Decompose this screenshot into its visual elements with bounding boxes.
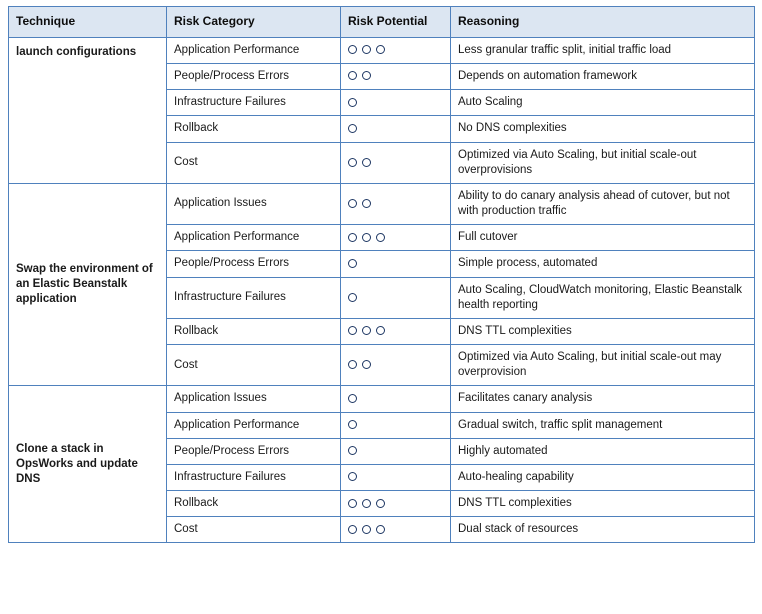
column-header-risk-category: Risk Category — [167, 7, 341, 38]
technique-cell: launch configurations — [9, 37, 167, 183]
risk-potential-cell — [341, 183, 451, 224]
technique-cell: Swap the environment of an Elastic Beanstalk application — [9, 183, 167, 386]
risk-category-cell: Rollback — [167, 318, 341, 344]
risk-dot-icon — [348, 446, 357, 455]
risk-dot-icon — [348, 499, 357, 508]
risk-dot-icon — [376, 326, 385, 335]
risk-category-cell: Infrastructure Failures — [167, 464, 341, 490]
risk-dot-icon — [348, 199, 357, 208]
reasoning-cell: Less granular traffic split, initial traffic load — [451, 37, 755, 63]
risk-category-cell: Cost — [167, 142, 341, 183]
table-row — [9, 37, 755, 63]
risk-dot-icon — [362, 525, 371, 534]
risk-potential-dots — [348, 444, 362, 459]
risk-category-cell: Infrastructure Failures — [167, 90, 341, 116]
reasoning-cell: Auto-healing capability — [451, 464, 755, 490]
risk-potential-cell — [341, 345, 451, 386]
risk-potential-dots — [348, 155, 376, 170]
risk-category-cell: Application Performance — [167, 37, 341, 63]
risk-potential-cell — [341, 142, 451, 183]
risk-potential-dots — [348, 391, 362, 406]
risk-potential-cell — [341, 318, 451, 344]
risk-potential-dots — [348, 496, 390, 511]
risk-dot-icon — [348, 71, 357, 80]
risk-dot-icon — [348, 98, 357, 107]
risk-category-cell: Cost — [167, 517, 341, 543]
reasoning-cell: Depends on automation framework — [451, 64, 755, 90]
table-row — [9, 386, 755, 412]
risk-potential-dots — [348, 69, 376, 84]
risk-dot-icon — [348, 326, 357, 335]
risk-potential-dots — [348, 121, 362, 136]
risk-potential-dots — [348, 470, 362, 485]
risk-potential-cell — [341, 438, 451, 464]
risk-category-cell: People/Process Errors — [167, 64, 341, 90]
reasoning-cell: Optimized via Auto Scaling, but initial scale-out may overprovision — [451, 345, 755, 386]
risk-dot-icon — [362, 233, 371, 242]
reasoning-cell: DNS TTL complexities — [451, 491, 755, 517]
risk-potential-cell — [341, 491, 451, 517]
risk-potential-cell — [341, 412, 451, 438]
reasoning-cell: Highly automated — [451, 438, 755, 464]
risk-dot-icon — [348, 525, 357, 534]
risk-category-cell: Application Issues — [167, 386, 341, 412]
table-header-row — [9, 7, 755, 38]
risk-dot-icon — [376, 45, 385, 54]
risk-category-cell: Rollback — [167, 116, 341, 142]
risk-dot-icon — [348, 259, 357, 268]
reasoning-cell: Dual stack of resources — [451, 517, 755, 543]
risk-dot-icon — [362, 199, 371, 208]
risk-dot-icon — [362, 326, 371, 335]
reasoning-cell: Gradual switch, traffic split management — [451, 412, 755, 438]
risk-potential-cell — [341, 37, 451, 63]
risk-dot-icon — [376, 525, 385, 534]
risk-dot-icon — [348, 233, 357, 242]
risk-category-cell: People/Process Errors — [167, 251, 341, 277]
risk-potential-dots — [348, 358, 376, 373]
risk-category-cell: Infrastructure Failures — [167, 277, 341, 318]
risk-category-cell: Application Performance — [167, 412, 341, 438]
reasoning-cell: Ability to do canary analysis ahead of cutover, but not with production traffic — [451, 183, 755, 224]
reasoning-cell: Auto Scaling, CloudWatch monitoring, Elastic Beanstalk health reporting — [451, 277, 755, 318]
risk-potential-cell — [341, 277, 451, 318]
column-header-risk-potential: Risk Potential — [341, 7, 451, 38]
risk-category-cell: People/Process Errors — [167, 438, 341, 464]
risk-dot-icon — [348, 420, 357, 429]
column-header-reasoning: Reasoning — [451, 7, 755, 38]
reasoning-cell: Simple process, automated — [451, 251, 755, 277]
risk-potential-dots — [348, 324, 390, 339]
risk-dot-icon — [362, 45, 371, 54]
risk-dot-icon — [348, 124, 357, 133]
risk-dot-icon — [362, 360, 371, 369]
risk-potential-dots — [348, 95, 362, 110]
risk-potential-cell — [341, 90, 451, 116]
risk-potential-dots — [348, 43, 390, 58]
risk-dot-icon — [348, 360, 357, 369]
reasoning-cell: No DNS complexities — [451, 116, 755, 142]
reasoning-cell: Optimized via Auto Scaling, but initial scale-out overprovisions — [451, 142, 755, 183]
risk-category-cell: Rollback — [167, 491, 341, 517]
risk-dot-icon — [362, 71, 371, 80]
technique-cell: Clone a stack in OpsWorks and update DNS — [9, 386, 167, 543]
column-header-technique: Technique — [9, 7, 167, 38]
risk-dot-icon — [362, 158, 371, 167]
reasoning-cell: Facilitates canary analysis — [451, 386, 755, 412]
risk-category-cell: Application Performance — [167, 225, 341, 251]
risk-potential-cell — [341, 464, 451, 490]
risk-assessment-table — [8, 6, 755, 543]
risk-category-cell: Application Issues — [167, 183, 341, 224]
risk-potential-dots — [348, 230, 390, 245]
risk-dot-icon — [348, 472, 357, 481]
risk-potential-cell — [341, 116, 451, 142]
risk-potential-dots — [348, 256, 362, 271]
table-body — [9, 37, 755, 543]
reasoning-cell: DNS TTL complexities — [451, 318, 755, 344]
risk-dot-icon — [348, 293, 357, 302]
risk-dot-icon — [348, 45, 357, 54]
table-row — [9, 183, 755, 224]
risk-dot-icon — [376, 499, 385, 508]
risk-potential-dots — [348, 522, 390, 537]
risk-potential-cell — [341, 386, 451, 412]
risk-dot-icon — [348, 158, 357, 167]
risk-potential-dots — [348, 196, 376, 211]
risk-potential-cell — [341, 517, 451, 543]
risk-dot-icon — [362, 499, 371, 508]
risk-potential-dots — [348, 418, 362, 433]
table-header — [9, 7, 755, 38]
risk-dot-icon — [376, 233, 385, 242]
risk-potential-cell — [341, 225, 451, 251]
risk-potential-dots — [348, 290, 362, 305]
risk-potential-cell — [341, 251, 451, 277]
risk-dot-icon — [348, 394, 357, 403]
risk-category-cell: Cost — [167, 345, 341, 386]
risk-potential-cell — [341, 64, 451, 90]
reasoning-cell: Full cutover — [451, 225, 755, 251]
reasoning-cell: Auto Scaling — [451, 90, 755, 116]
